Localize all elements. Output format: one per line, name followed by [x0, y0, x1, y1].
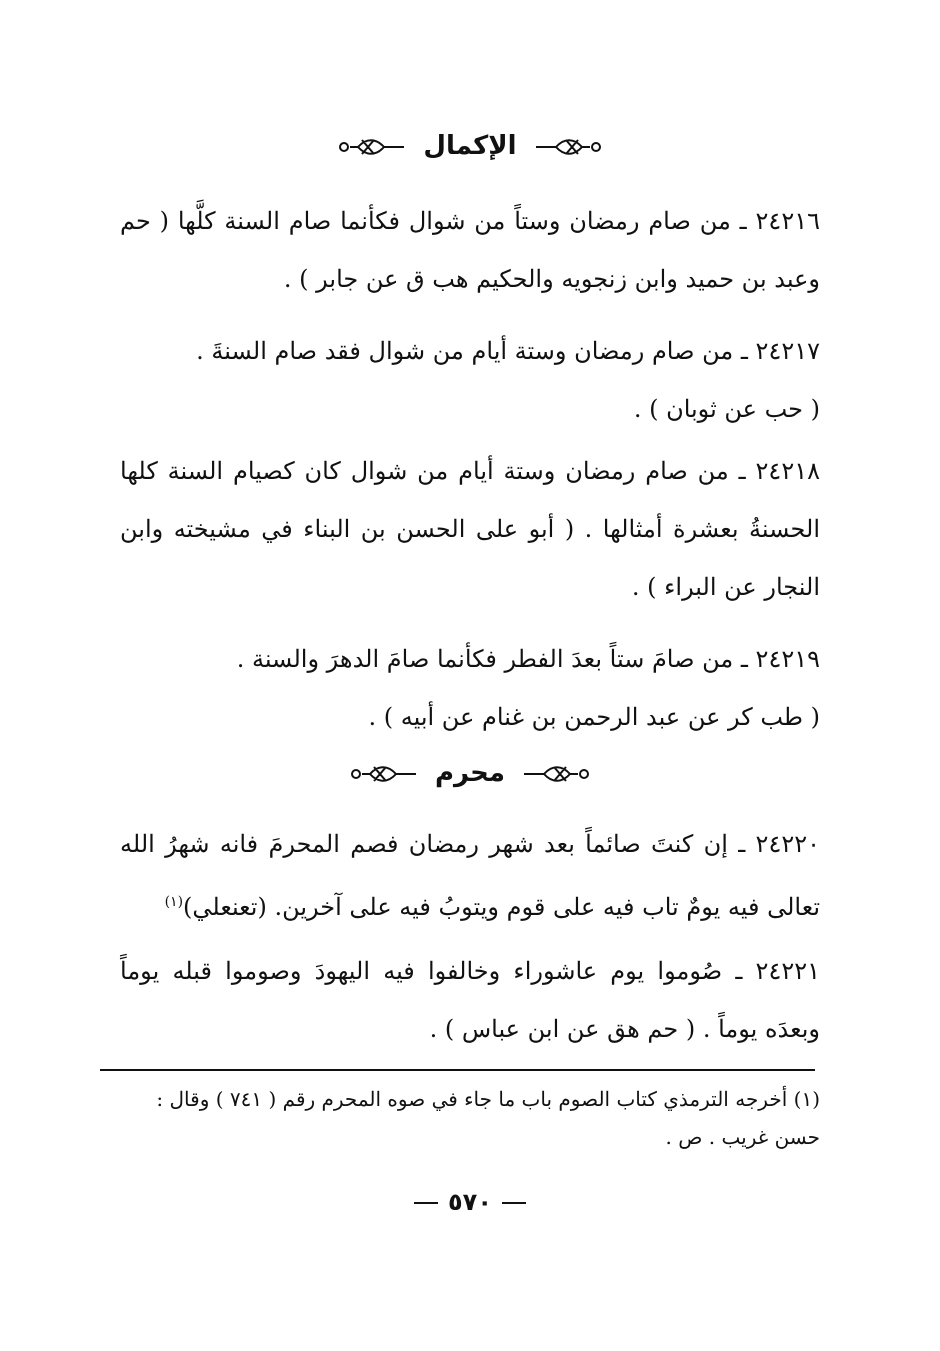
hadith-text: صُوموا يوم عاشوراء وخالفوا فيه اليهودَ وصوموا قبله يوماً وبعدَه يوماً . — [120, 957, 820, 1043]
footnote-text: أخرجه الترمذي كتاب الصوم باب ما جاء في صوه المحرم رقم ( ٧٤١ ) وقال : حسن غريب . ص . — [156, 1087, 820, 1149]
hadith-source: ( حب عن ثوبان ) . — [633, 395, 820, 423]
section-title — [0, 757, 940, 789]
hadith-text: من صام رمضان وستة أيام من شوال كان كصيام السنة كلها الحسنةُ بعشرة أمثالها . — [120, 457, 820, 543]
hadith-number: ٢٤٢٢١ — [755, 957, 820, 985]
hadith-text: إن كنتَ صائماً بعد شهر رمضان فصم المحرمَ فانه شهرُ الله تعالى فيه يومٌ تاب فيه على قوم ويتوبُ فيه على آخرين. — [120, 830, 820, 921]
hadith-source: ( حم هق عن ابن عباس ) . — [429, 1015, 696, 1043]
hadith-source: ( طب كر عن عبد الرحمن بن غنام عن أبيه ) . — [368, 703, 820, 731]
footnote-reference[interactable]: (١) — [164, 894, 184, 910]
header-title: الإكمال — [423, 131, 517, 161]
dash-decoration — [502, 1202, 526, 1204]
hadith-text: من صام رمضان وستة أيام من شوال فقد صام السنةَ . — [196, 337, 734, 365]
ornament-icon — [336, 136, 406, 158]
hadith-source: (تعنعلي) — [183, 893, 267, 921]
dash-decoration — [414, 1202, 438, 1204]
ornament-icon — [534, 136, 604, 158]
hadith-24221: ٢٤٢٢١ ـ صُوموا يوم عاشوراء وخالفوا فيه اليهودَ وصوموا قبله يوماً وبعدَه يوماً . ( حم هق عن ابن عباس ) . — [120, 957, 820, 1043]
footnote — [120, 1080, 820, 1156]
hadith-source: ( أبو على الحسن بن البناء في مشيخته وابن النجار عن البراء ) . — [120, 515, 820, 601]
hadith-24216: ٢٤٢١٦ ـ من صام رمضان وستاً من شوال فكأنما صام السنة كلَّها ( حم وعبد بن حميد وابن زنجويه والحكيم هب ق عن جابر ) . — [120, 207, 820, 293]
section-title-text: محرم — [434, 758, 506, 788]
footnote-mark: (١) — [793, 1087, 820, 1111]
page-number — [0, 1188, 940, 1216]
hadith-24218: ٢٤٢١٨ ـ من صام رمضان وستة أيام من شوال كان كصيام السنة كلها الحسنةُ بعشرة أمثالها . ( أبو على الحسن بن البناء في مشيخته وابن النجار عن البراء ) . — [120, 457, 820, 601]
page-header — [0, 130, 940, 162]
hadith-24220: ٢٤٢٢٠ ـ إن كنتَ صائماً بعد شهر رمضان فصم المحرمَ فانه شهرُ الله تعالى فيه يومٌ تاب فيه على قوم ويتوبُ فيه على آخرين. (تعنعلي)$^{(١)}$ — [120, 830, 820, 921]
page-number-text: ٥٧٠ — [448, 1188, 492, 1216]
footnote-divider — [100, 1069, 815, 1071]
hadith-number: ٢٤٢١٦ — [755, 207, 820, 235]
ornament-icon — [522, 763, 592, 785]
hadith-24217: ٢٤٢١٧ ـ من صام رمضان وستة أيام من شوال فقد صام السنةَ . ( حب عن ثوبان ) . — [196, 337, 820, 423]
hadith-number: ٢٤٢١٧ — [755, 337, 820, 365]
hadith-text: من صام رمضان وستاً من شوال فكأنما صام السنة كلَّها — [177, 207, 731, 235]
hadith-number: ٢٤٢١٨ — [755, 457, 820, 485]
hadith-24219: ٢٤٢١٩ ـ من صامَ ستاً بعدَ الفطر فكأنما صامَ الدهرَ والسنة . ( طب كر عن عبد الرحمن بن غنام عن أبيه ) . — [236, 645, 820, 731]
hadith-text: من صامَ ستاً بعدَ الفطر فكأنما صامَ الدهرَ والسنة . — [236, 645, 734, 673]
ornament-icon — [348, 763, 418, 785]
hadith-number: ٢٤٢١٩ — [755, 645, 820, 673]
hadith-source: ( حم وعبد بن حميد وابن زنجويه والحكيم هب ق عن جابر ) . — [120, 207, 820, 293]
hadith-number: ٢٤٢٢٠ — [755, 830, 820, 858]
